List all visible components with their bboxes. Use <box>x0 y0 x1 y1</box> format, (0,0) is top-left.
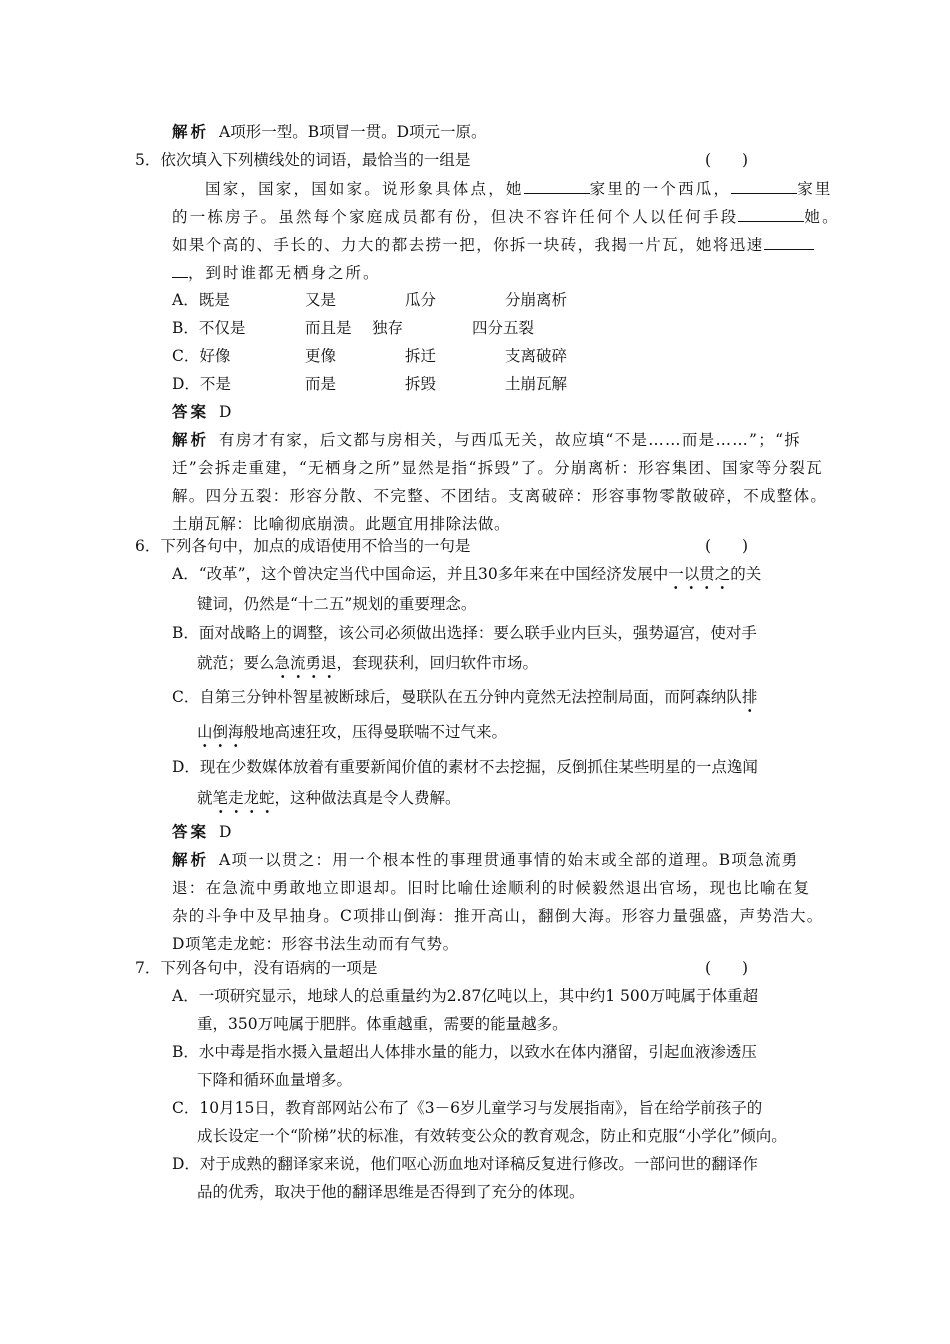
option-col-2: 又是 <box>305 291 337 309</box>
passage-line <box>172 233 814 256</box>
passage-line <box>205 177 833 200</box>
passage-text: 如果个高的、手长的、力大的都去捞一把，你拆一块砖，我揭一片瓦，她将迅速 <box>172 236 764 254</box>
passage-text: ，到时谁都无栖身之所。 <box>188 264 381 282</box>
option-text: 就 <box>197 789 213 807</box>
q7-option-d: D．对于成熟的翻译家来说，他们呕心沥血地对译稿反复进行修改。一部问世的翻译作 <box>172 1155 758 1173</box>
passage-text: 家里的一个西瓜， <box>589 180 732 198</box>
prev-analysis <box>172 121 487 143</box>
option-col-4: 分崩离析 <box>505 291 568 309</box>
emphasized-idiom: 一以贯之 <box>668 565 730 590</box>
option-col-4: 土崩瓦解 <box>505 375 568 393</box>
option-text: 的关 <box>730 565 762 583</box>
q6-option-d: D．现在少数媒体放着有重要新闻价值的素材不去挖掘，反倒抓住某些明星的一点逸闻 <box>172 758 758 776</box>
q7-option-b-cont: 下降和循环血量增多。 <box>197 1071 353 1089</box>
q5-analysis-line: 迁”会拆走重建，“无栖身之所”显然是指“拆毁”了。分崩离析：形容集团、国家等分裂瓦 <box>172 459 823 477</box>
q7-option-d-cont: 品的优秀，取决于他的翻译思维是否得到了充分的体现。 <box>197 1183 585 1201</box>
q6-option-b-cont <box>197 652 538 674</box>
option-col-4: 四分五裂 <box>472 319 535 337</box>
analysis-label: 解析 <box>172 122 210 141</box>
q6-option-c <box>172 686 757 708</box>
passage-line <box>172 261 381 284</box>
answer-value: D <box>219 403 232 421</box>
option-text: C．自第三分钟朴智星被断球后，曼联队在五分钟内竟然无法控制局面，而阿森纳队 <box>172 688 742 706</box>
q7-option-c-cont: 成长设定一个“阶梯”状的标准，有效转变公众的教育观念，防止和克服“小学化”倾向。 <box>197 1127 787 1145</box>
question-6-stem: 6．下列各句中，加点的成语使用不恰当的一句是 <box>135 537 471 555</box>
q7-option-a-cont: 重，350万吨属于肥胖。体重越重，需要的能量越多。 <box>197 1015 568 1033</box>
option-col-2: 更像 <box>305 347 337 365</box>
q6-option-a <box>172 563 761 585</box>
q6-option-b: B．面对战略上的调整，该公司必须做出选择：要么联手业内巨头，强势逼宫，使对手 <box>172 624 757 642</box>
q5-analysis-line: 土崩瓦解：比喻彻底崩溃。此题宜用排除法做。 <box>172 515 511 533</box>
passage-text: 家里 <box>797 180 833 198</box>
analysis-label: 解析 <box>172 850 210 869</box>
fill-blank <box>524 177 590 194</box>
answer-label: 答案 <box>172 822 210 841</box>
q6-option-c-cont <box>197 721 507 743</box>
q6-option-d-cont <box>197 787 461 809</box>
answer-paren: ( ) <box>705 537 749 555</box>
q5-answer <box>172 401 231 423</box>
q6-analysis-line: D项笔走龙蛇：形容书法生动而有气势。 <box>172 935 459 953</box>
option-col-1: C．好像 <box>172 347 231 365</box>
analysis-text: A项形一型。B项冒一贯。D项元一原。 <box>219 123 487 141</box>
option-col-2: 而是 <box>305 375 337 393</box>
option-col-1: D．不是 <box>172 375 231 393</box>
fill-blank <box>738 205 804 222</box>
q6-analysis-line: 退：在急流中勇敢地立即退却。旧时比喻仕途顺利的时候毅然退出官场，现也比喻在复 <box>172 879 811 897</box>
passage-text: 她。 <box>804 208 840 226</box>
option-text: 就范；要么 <box>197 654 275 672</box>
q5-analysis-line: 解。四分五裂：形容分散、不完整、不团结。支离破碎：形容事物零散破碎，不成整体。 <box>172 487 828 505</box>
option-col-4: 支离破碎 <box>505 347 568 365</box>
q6-answer <box>172 821 231 843</box>
option-text: ，套现获利，回归软件市场。 <box>336 654 539 672</box>
option-col-1: B．不仅是 <box>172 319 246 337</box>
analysis-text: 有房才有家，后文都与房相关，与西瓜无关，故应填“不是……而是……”；“拆 <box>219 431 802 449</box>
fill-blank <box>731 177 797 194</box>
q6-analysis-line: 杂的斗争中及早抽身。C项排山倒海：推开高山，翻倒大海。形容力量强盛，声势浩大。 <box>172 907 824 925</box>
passage-text: 国家，国家，国如家。说形象具体点，她 <box>205 180 524 198</box>
emphasized-idiom: 笔走龙蛇 <box>213 789 275 814</box>
emphasized-idiom: 排 <box>742 688 758 713</box>
q5-analysis-line <box>172 429 801 451</box>
answer-paren: ( ) <box>705 959 749 977</box>
answer-value: D <box>219 823 232 841</box>
q7-option-b: B．水中毒是指水摄入量超出人体排水量的能力，以致水在体内潴留，引起血液渗透压 <box>172 1043 757 1061</box>
question-7-stem: 7．下列各句中，没有语病的一项是 <box>135 959 378 977</box>
option-text: 般地高速狂攻，压得曼联喘不过气来。 <box>243 723 508 741</box>
q7-option-c: C．10月15日，教育部网站公布了《3－6岁儿童学习与发展指南》，旨在给学前孩子的 <box>172 1099 763 1117</box>
passage-line <box>172 205 840 228</box>
q6-option-a-cont: 键词，仍然是“十二五”规划的重要理念。 <box>197 595 477 613</box>
answer-paren: ( ) <box>705 151 749 169</box>
option-col-1: A．既是 <box>172 291 230 309</box>
option-col-3: 独存 <box>372 319 404 337</box>
passage-text: 的一栋房子。虽然每个家庭成员都有份，但决不容许任何个人以任何手段 <box>172 208 739 226</box>
option-col-3: 瓜分 <box>405 291 437 309</box>
question-5-stem: 5．依次填入下列横线处的词语，最恰当的一组是 <box>135 151 471 169</box>
analysis-label: 解析 <box>172 430 210 449</box>
q6-analysis-line <box>172 849 799 871</box>
emphasized-idiom: 山倒海 <box>197 723 244 748</box>
fill-blank <box>764 233 814 250</box>
option-col-3: 拆毁 <box>405 375 437 393</box>
emphasized-idiom: 急流勇退 <box>275 654 337 679</box>
analysis-text: A项一以贯之：用一个根本性的事理贯通事情的始末或全部的道理。B项急流勇 <box>219 851 799 869</box>
fill-blank <box>172 261 188 278</box>
option-col-3: 拆迁 <box>405 347 437 365</box>
option-text: ，这种做法真是令人费解。 <box>274 789 461 807</box>
option-text: A．“改革”，这个曾决定当代中国命运，并且30多年来在中国经济发展中 <box>172 565 669 583</box>
answer-label: 答案 <box>172 402 210 421</box>
option-col-2: 而且是 <box>305 319 352 337</box>
q7-option-a: A．一项研究显示，地球人的总重量约为2.87亿吨以上，其中约1 500万吨属于体重超 <box>172 987 759 1005</box>
